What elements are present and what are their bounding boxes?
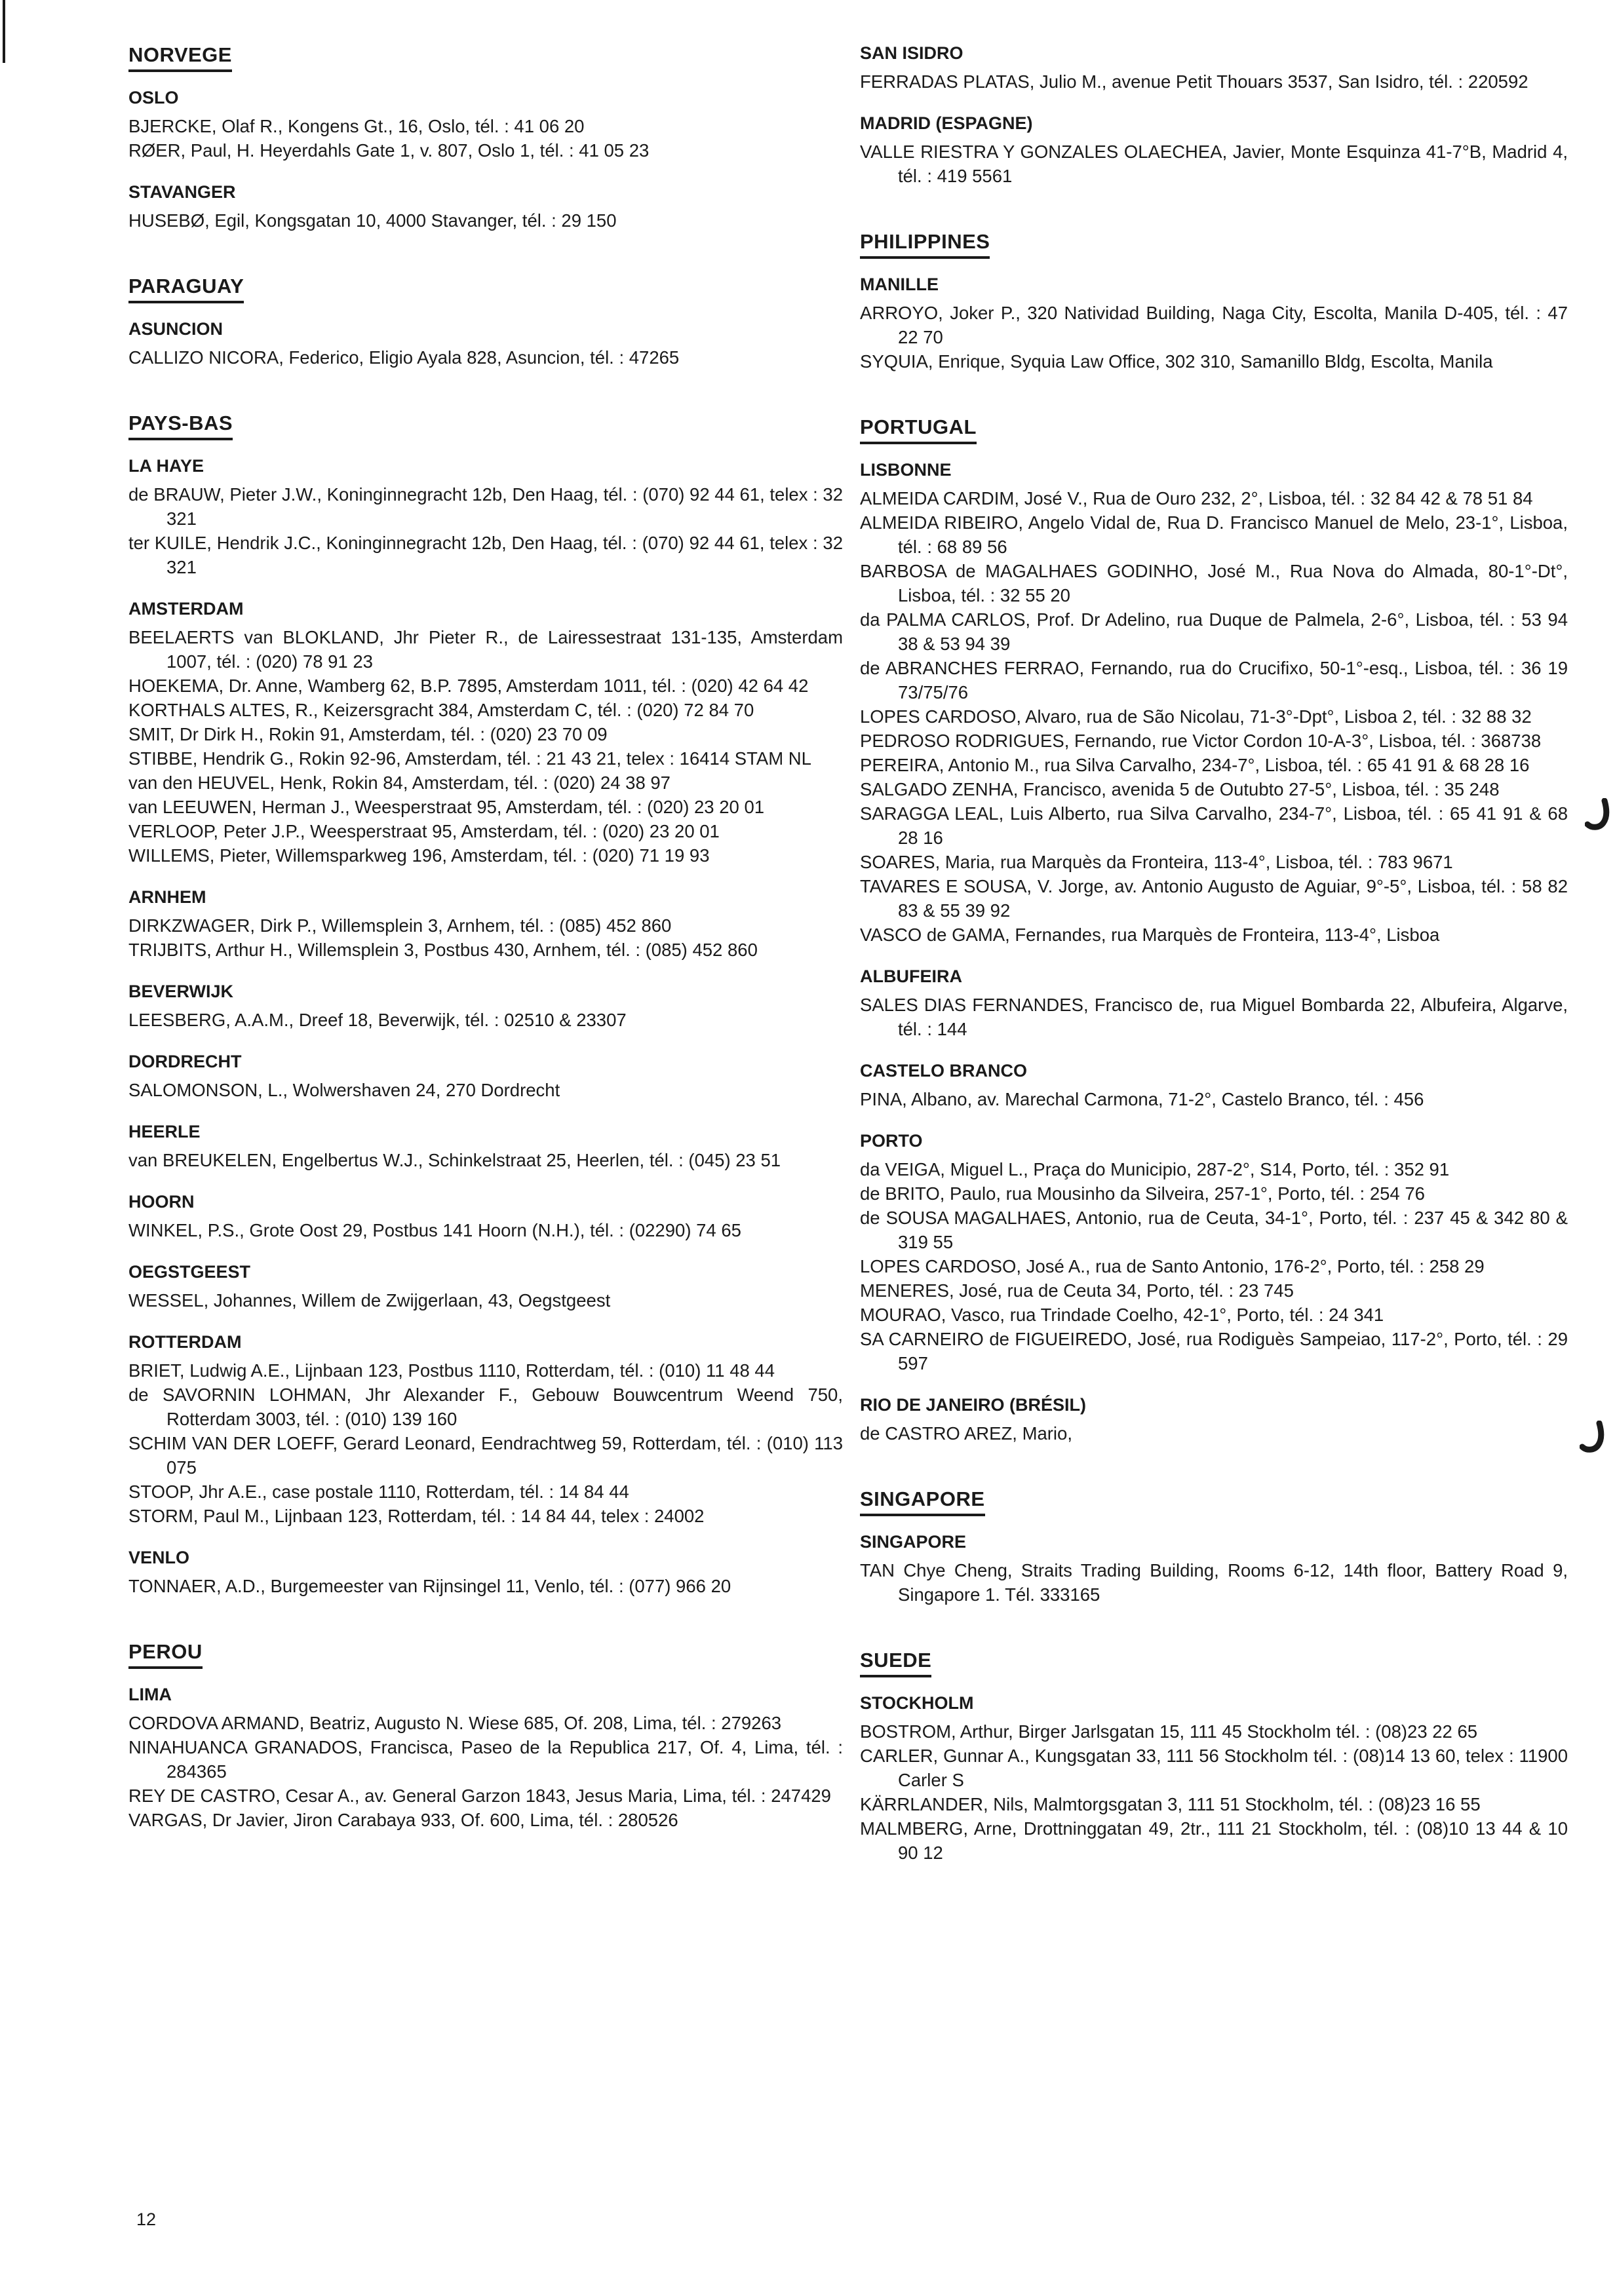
directory-entry: SARAGGA LEAL, Luis Alberto, rua Silva Carvalho, 234-7°, Lisboa, tél. : 65 41 91 & 68 28 16	[860, 803, 1568, 848]
country-heading: PAYS-BAS	[128, 410, 233, 440]
right-column	[860, 42, 1568, 1905]
directory-entry: VERLOOP, Peter J.P., Weesperstraat 95, Amsterdam, tél. : (020) 23 20 01	[128, 821, 720, 841]
city-block	[128, 1120, 843, 1172]
city-block	[128, 1050, 843, 1102]
city-block	[860, 273, 1568, 373]
directory-entry: SMIT, Dr Dirk H., Rokin 91, Amsterdam, tél. : (020) 23 70 09	[128, 724, 608, 744]
directory-entry: da PALMA CARLOS, Prof. Dr Adelino, rua Duque de Palmela, 2-6°, Lisboa, tél. : 53 94 38 & 53 94 39	[860, 609, 1568, 654]
directory-entry: SYQUIA, Enrique, Syquia Law Office, 302 310, Samanillo Bldg, Escolta, Manila	[860, 351, 1493, 372]
directory-entry: SALGADO ZENHA, Francisco, avenida 5 de Outubto 27-5°, Lisboa, tél. : 35 248	[860, 779, 1500, 799]
city-block	[860, 112, 1568, 188]
city-block	[860, 1130, 1568, 1375]
directory-entry: MOURAO, Vasco, rua Trindade Coelho, 42-1°, Porto, tél. : 24 341	[860, 1305, 1384, 1325]
city-block	[128, 181, 843, 233]
directory-entry: de CASTRO AREZ, Mario,	[860, 1423, 1072, 1444]
directory-entry: PEREIRA, Antonio M., rua Silva Carvalho, 234-7°, Lisboa, tél. : 65 41 91 & 68 28 16	[860, 755, 1530, 775]
city-heading: STAVANGER	[128, 182, 236, 202]
directory-entry: WINKEL, P.S., Grote Oost 29, Postbus 141 Hoorn (N.H.), tél. : (02290) 74 65	[128, 1220, 741, 1240]
country-heading: PORTUGAL	[860, 414, 977, 444]
directory-entry: BRIET, Ludwig A.E., Lijnbaan 123, Postbus 1110, Rotterdam, tél. : (010) 11 48 44	[128, 1360, 775, 1381]
directory-entry: HOEKEMA, Dr. Anne, Wamberg 62, B.P. 7895, Amsterdam 1011, tél. : (020) 42 64 42	[128, 676, 809, 696]
city-heading: OEGSTGEEST	[128, 1262, 251, 1282]
directory-entry: STOOP, Jhr A.E., case postale 1110, Rotterdam, tél. : 14 84 44	[128, 1482, 629, 1502]
directory-entry: TRIJBITS, Arthur H., Willemsplein 3, Postbus 430, Arnhem, tél. : (085) 452 860	[128, 940, 758, 960]
binding-hook-mark	[1585, 798, 1611, 832]
section-spacer	[860, 1625, 1568, 1647]
country-section	[128, 410, 843, 1598]
directory-entry: de SOUSA MAGALHAES, Antonio, rua de Ceuta, 34-1°, Porto, tél. : 237 45 & 342 80 & 319 55	[860, 1208, 1568, 1252]
city-heading: SINGAPORE	[860, 1532, 967, 1552]
directory-entry: CARLER, Gunnar A., Kungsgatan 33, 111 56 Stockholm tél. : (08)14 13 60, telex : 11900 Carler S	[860, 1746, 1568, 1790]
directory-entry: BEELAERTS van BLOKLAND, Jhr Pieter R., de Lairessestraat 131-135, Amsterdam 1007, tél. : (020) 78 91 23	[128, 627, 843, 672]
city-heading: HEERLE	[128, 1122, 201, 1141]
section-spacer	[128, 1617, 843, 1639]
section-spacer	[860, 392, 1568, 414]
section-spacer	[860, 1883, 1568, 1905]
city-heading: OSLO	[128, 88, 179, 107]
directory-entry: SALOMONSON, L., Wolwershaven 24, 270 Dordrecht	[128, 1080, 560, 1100]
city-block	[860, 1531, 1568, 1607]
city-heading: LA HAYE	[128, 456, 204, 476]
directory-entry: van den HEUVEL, Henk, Rokin 84, Amsterdam, tél. : (020) 24 38 97	[128, 773, 671, 793]
directory-entry: STORM, Paul M., Lijnbaan 123, Rotterdam, tél. : 14 84 44, telex : 24002	[128, 1506, 705, 1526]
city-heading: VENLO	[128, 1548, 190, 1567]
directory-entry: TAN Chye Cheng, Straits Trading Building, Rooms 6-12, 14th floor, Battery Road 9, Singapore 1. Tél. 333165	[860, 1560, 1568, 1605]
country-section	[128, 1639, 843, 1832]
directory-entry: MENERES, José, rua de Ceuta 34, Porto, tél. : 23 745	[860, 1280, 1294, 1301]
city-block	[128, 980, 843, 1032]
directory-entry: ter KUILE, Hendrik J.C., Koninginnegracht 12b, Den Haag, tél. : (070) 92 44 61, telex : 32 321	[128, 533, 843, 577]
directory-entry: van BREUKELEN, Engelbertus W.J., Schinkelstraat 25, Heerlen, tél. : (045) 23 51	[128, 1150, 781, 1170]
city-block	[128, 1331, 843, 1528]
country-section	[860, 414, 1568, 1445]
city-heading: HOORN	[128, 1192, 195, 1212]
country-section	[860, 1647, 1568, 1865]
directory-entry: STIBBE, Hendrik G., Rokin 92-96, Amsterdam, tél. : 21 43 21, telex : 16414 STAM NL	[128, 748, 811, 769]
city-block	[128, 886, 843, 962]
left-column	[128, 42, 843, 1873]
directory-entry: VASCO de GAMA, Fernandes, rua Marquès de Fronteira, 113-4°, Lisboa	[860, 925, 1440, 945]
country-section	[860, 1486, 1568, 1607]
directory-entry: WESSEL, Johannes, Willem de Zwijgerlaan, 43, Oegstgeest	[128, 1290, 611, 1311]
city-block	[860, 1692, 1568, 1865]
section-spacer	[128, 1850, 843, 1873]
section-spacer	[128, 251, 843, 273]
directory-entry: BJERCKE, Olaf R., Kongens Gt., 16, Oslo, tél. : 41 06 20	[128, 116, 585, 136]
country-section	[128, 42, 843, 233]
city-block	[128, 598, 843, 868]
directory-entry: NINAHUANCA GRANADOS, Francisca, Paseo de la Republica 217, Of. 4, Lima, tél. : 284365	[128, 1737, 843, 1782]
city-block	[128, 86, 843, 163]
city-heading: SAN ISIDRO	[860, 43, 963, 63]
city-heading: CASTELO BRANCO	[860, 1061, 1027, 1081]
directory-entry: SCHIM VAN DER LOEFF, Gerard Leonard, Eendrachtweg 59, Rotterdam, tél. : (010) 113 075	[128, 1433, 843, 1478]
directory-entry: LEESBERG, A.A.M., Dreef 18, Beverwijk, tél. : 02510 & 23307	[128, 1010, 627, 1030]
directory-entry: TONNAER, A.D., Burgemeester van Rijnsingel 11, Venlo, tél. : (077) 966 20	[128, 1576, 731, 1596]
directory-entry: ARROYO, Joker P., 320 Natividad Building, Naga City, Escolta, Manila D-405, tél. : 47 22 70	[860, 303, 1568, 347]
directory-entry: da VEIGA, Miguel L., Praça do Municipio, 287-2°, S14, Porto, tél. : 352 91	[860, 1159, 1450, 1179]
section-spacer	[860, 1464, 1568, 1486]
directory-entry: SOARES, Maria, rua Marquès da Fronteira, 113-4°, Lisboa, tél. : 783 9671	[860, 852, 1453, 872]
city-block	[128, 455, 843, 579]
directory-entry: VALLE RIESTRA Y GONZALES OLAECHEA, Javier, Monte Esquinza 41-7°B, Madrid 4, tél. : 419 5561	[860, 142, 1568, 186]
directory-entry: de BRITO, Paulo, rua Mousinho da Silveira, 257-1°, Porto, tél. : 254 76	[860, 1183, 1425, 1204]
city-block	[128, 318, 843, 370]
directory-entry: RØER, Paul, H. Heyerdahls Gate 1, v. 807, Oslo 1, tél. : 41 05 23	[128, 140, 650, 161]
country-heading: PARAGUAY	[128, 273, 244, 303]
scan-edge-mark	[3, 0, 5, 63]
directory-entry: WILLEMS, Pieter, Willemsparkweg 196, Amsterdam, tél. : (020) 71 19 93	[128, 845, 710, 866]
city-block	[128, 1546, 843, 1598]
country-heading: PHILIPPINES	[860, 229, 990, 259]
city-heading: AMSTERDAM	[128, 599, 244, 619]
city-block	[128, 1683, 843, 1832]
directory-entry: VARGAS, Dr Javier, Jiron Carabaya 933, Of. 600, Lima, tél. : 280526	[128, 1810, 678, 1830]
directory-entry: CALLIZO NICORA, Federico, Eligio Ayala 828, Asuncion, tél. : 47265	[128, 347, 680, 368]
directory-entry: de SAVORNIN LOHMAN, Jhr Alexander F., Gebouw Bouwcentrum Weend 750, Rotterdam 3003, tél. : (010) 139 160	[128, 1385, 843, 1429]
city-block	[860, 1060, 1568, 1111]
directory-entry: REY DE CASTRO, Cesar A., av. General Garzon 1843, Jesus Maria, Lima, tél. : 247429	[128, 1786, 831, 1806]
city-heading: ARNHEM	[128, 887, 206, 907]
directory-entry: LOPES CARDOSO, Alvaro, rua de São Nicolau, 71-3°-Dpt°, Lisboa 2, tél. : 32 88 32	[860, 706, 1532, 727]
directory-entry: BARBOSA de MAGALHAES GODINHO, José M., Rua Nova do Almada, 80-1°-Dt°, Lisboa, tél. : 32 55 20	[860, 561, 1568, 605]
directory-entry: KÄRRLANDER, Nils, Malmtorgsgatan 3, 111 51 Stockholm, tél. : (08)23 16 55	[860, 1794, 1481, 1814]
city-heading: BEVERWIJK	[128, 982, 234, 1001]
city-heading: MADRID (ESPAGNE)	[860, 113, 1033, 133]
directory-entry: ALMEIDA RIBEIRO, Angelo Vidal de, Rua D. Francisco Manuel de Melo, 23-1°, Lisboa, tél. : 68 89 56	[860, 512, 1568, 557]
directory-entry: SA CARNEIRO de FIGUEIREDO, José, rua Rodiguès Sampeiao, 117-2°, Porto, tél. : 29 597	[860, 1329, 1568, 1373]
city-block	[860, 459, 1568, 947]
directory-entry: PEDROSO RODRIGUES, Fernando, rue Victor Cordon 10-A-3°, Lisboa, tél. : 368738	[860, 731, 1542, 751]
directory-entry: MALMBERG, Arne, Drottninggatan 49, 2tr., 111 21 Stockholm, tél. : (08)10 13 44 & 10 90 12	[860, 1818, 1568, 1863]
city-heading: RIO DE JANEIRO (BRÉSIL)	[860, 1395, 1087, 1415]
directory-entry: de BRAUW, Pieter J.W., Koninginnegracht 12b, Den Haag, tél. : (070) 92 44 61, telex : 32 321	[128, 484, 843, 529]
city-heading: ALBUFEIRA	[860, 966, 962, 986]
city-block	[860, 42, 1568, 94]
directory-entry: TAVARES E SOUSA, V. Jorge, av. Antonio Augusto de Aguiar, 9°-5°, Lisboa, tél. : 58 82 83 & 55 39 92	[860, 876, 1568, 921]
country-section	[860, 42, 1568, 188]
city-block	[128, 1261, 843, 1312]
directory-entry: ALMEIDA CARDIM, José V., Rua de Ouro 232, 2°, Lisboa, tél. : 32 84 42 & 78 51 84	[860, 488, 1533, 508]
city-heading: MANILLE	[860, 275, 939, 294]
directory-entry: de ABRANCHES FERRAO, Fernando, rua do Crucifixo, 50-1°-esq., Lisboa, tél. : 36 19 73/75/76	[860, 658, 1568, 702]
directory-entry: SALES DIAS FERNANDES, Francisco de, rua Miguel Bombarda 22, Albufeira, Algarve, tél. : 144	[860, 995, 1568, 1039]
country-heading: NORVEGE	[128, 42, 232, 72]
city-block	[860, 965, 1568, 1041]
country-heading: SINGAPORE	[860, 1486, 985, 1516]
section-spacer	[128, 388, 843, 410]
city-heading: DORDRECHT	[128, 1052, 242, 1071]
directory-entry: DIRKZWAGER, Dirk P., Willemsplein 3, Arnhem, tél. : (085) 452 860	[128, 915, 672, 936]
city-heading: LIMA	[128, 1685, 172, 1704]
directory-entry: PINA, Albano, av. Marechal Carmona, 71-2°, Castelo Branco, tél. : 456	[860, 1089, 1424, 1109]
city-heading: PORTO	[860, 1131, 923, 1151]
directory-entry: HUSEBØ, Egil, Kongsgatan 10, 4000 Stavanger, tél. : 29 150	[128, 210, 617, 231]
directory-entry: FERRADAS PLATAS, Julio M., avenue Petit Thouars 3537, San Isidro, tél. : 220592	[860, 71, 1528, 92]
binding-hook-mark	[1580, 1421, 1606, 1455]
city-heading: ROTTERDAM	[128, 1332, 242, 1352]
country-heading: PEROU	[128, 1639, 203, 1669]
city-heading: LISBONNE	[860, 460, 952, 480]
directory-entry: BOSTROM, Arthur, Birger Jarlsgatan 15, 111 45 Stockholm tél. : (08)23 22 65	[860, 1721, 1478, 1742]
country-section	[128, 273, 843, 370]
city-heading: ASUNCION	[128, 319, 224, 339]
directory-entry: CORDOVA ARMAND, Beatriz, Augusto N. Wiese 685, Of. 208, Lima, tél. : 279263	[128, 1713, 782, 1733]
city-block	[128, 1191, 843, 1242]
page-number: 12	[136, 2210, 157, 2229]
country-section	[860, 229, 1568, 373]
directory-entry: van LEEUWEN, Herman J., Weesperstraat 95, Amsterdam, tél. : (020) 23 20 01	[128, 797, 765, 817]
directory-entry: KORTHALS ALTES, R., Keizersgracht 384, Amsterdam C, tél. : (020) 72 84 70	[128, 700, 754, 720]
directory-entry: LOPES CARDOSO, José A., rua de Santo Antonio, 176-2°, Porto, tél. : 258 29	[860, 1256, 1485, 1276]
country-heading: SUEDE	[860, 1647, 931, 1677]
city-block	[860, 1394, 1568, 1445]
city-heading: STOCKHOLM	[860, 1693, 974, 1713]
section-spacer	[860, 206, 1568, 229]
